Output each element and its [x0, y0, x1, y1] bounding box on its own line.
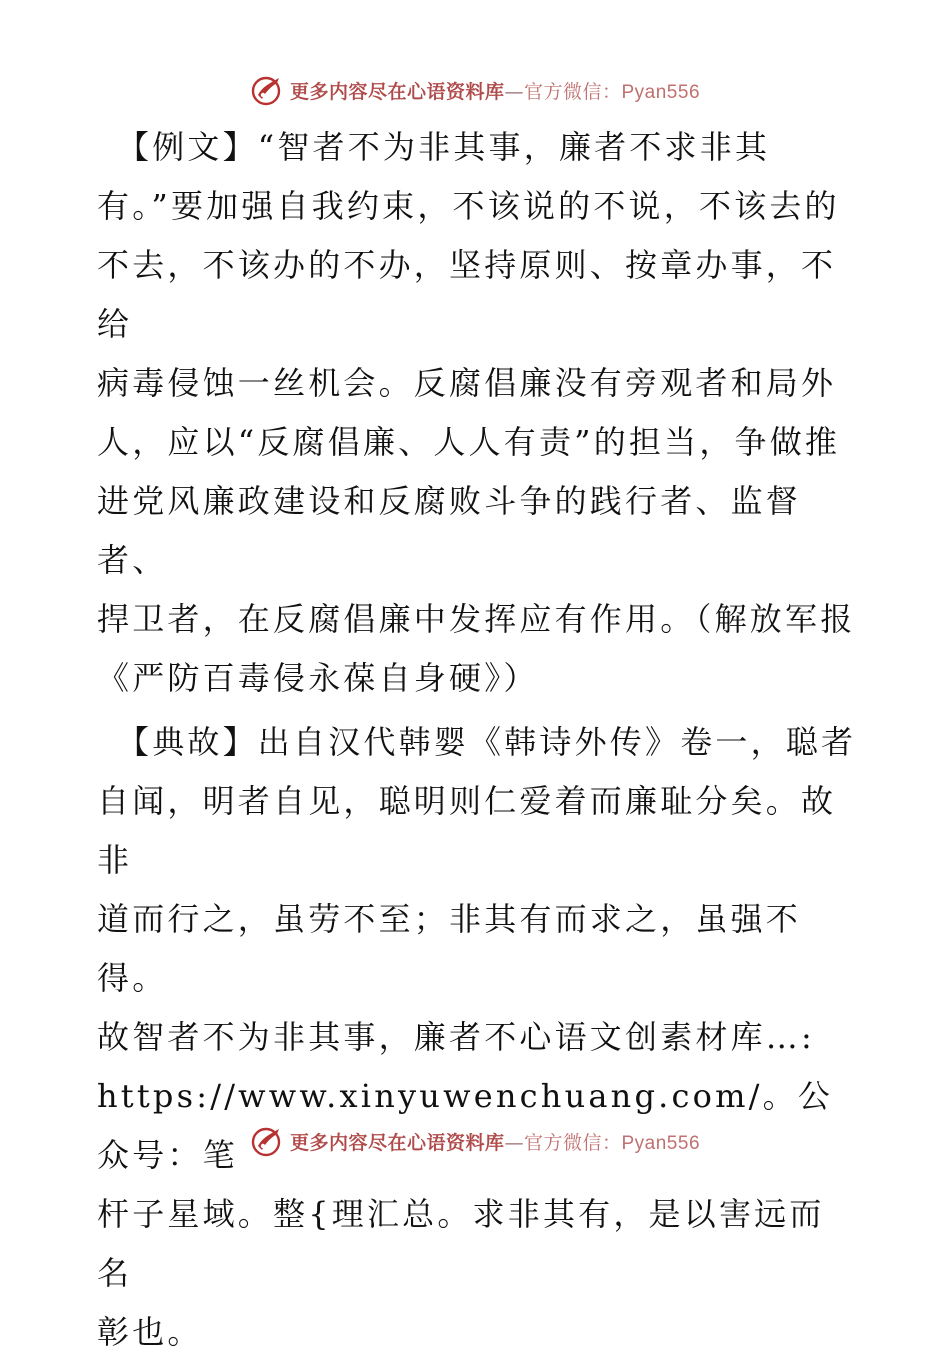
allusion-line-5: https://www.xinyuwenchuang.com/。公众号：笔 — [97, 1077, 834, 1174]
example-line-7: 捍卫者，在反腐倡廉中发挥应有作用。（解放军报 — [97, 600, 856, 638]
example-line-2: 有。”要加强自我约束，不该说的不说，不该去的 — [97, 187, 840, 225]
example-paragraph — [97, 118, 857, 708]
example-line-8: 《严防百毒侵永葆自身硬》） — [97, 659, 539, 697]
allusion-line-1: 【典故】出自汉代韩婴《韩诗外传》卷一，聪者 — [117, 723, 857, 761]
footer-banner-text — [290, 1128, 700, 1155]
header-banner-text — [290, 77, 700, 104]
allusion-line-6: 杆子星域。整{理汇总。求非其有，是以害远而名 — [97, 1195, 825, 1292]
example-line-1: 【例文】“智者不为非其事，廉者不求非其 — [117, 128, 771, 166]
allusion-line-3: 道而行之，虽劳不至；非其有而求之，虽强不得。 — [97, 900, 802, 997]
header-wechat: 官方微信：Pyan556 — [524, 81, 701, 103]
allusion-paragraph — [97, 713, 857, 1362]
footer-wechat: 官方微信：Pyan556 — [524, 1132, 701, 1154]
header-separator: — — [504, 80, 524, 103]
footer-banner — [0, 1121, 950, 1161]
pen-nib-logo-icon — [250, 1124, 284, 1158]
footer-banner-title: 更多内容尽在心语资料库 — [289, 1131, 505, 1154]
footer-separator: — — [504, 1131, 524, 1154]
allusion-line-7: 彰也。 — [97, 1313, 203, 1351]
header-banner-title: 更多内容尽在心语资料库 — [289, 80, 505, 103]
example-line-5: 人，应以“反腐倡廉、人人有责”的担当，争做推 — [97, 423, 841, 461]
pen-nib-logo-icon — [250, 73, 284, 107]
document-body — [97, 118, 857, 1362]
header-banner — [0, 70, 950, 110]
example-line-3: 不去，不该办的不办，坚持原则、按章办事，不给 — [97, 246, 837, 343]
example-line-6: 进党风廉政建设和反腐败斗争的践行者、监督者、 — [97, 482, 802, 579]
allusion-line-2: 自闻，明者自见，聪明则仁爱着而廉耻分矣。故非 — [97, 782, 837, 879]
allusion-line-4: 故智者不为非其事，廉者不心语文创素材库…: — [97, 1018, 815, 1056]
example-line-4: 病毒侵蚀一丝机会。反腐倡廉没有旁观者和局外 — [97, 364, 837, 402]
